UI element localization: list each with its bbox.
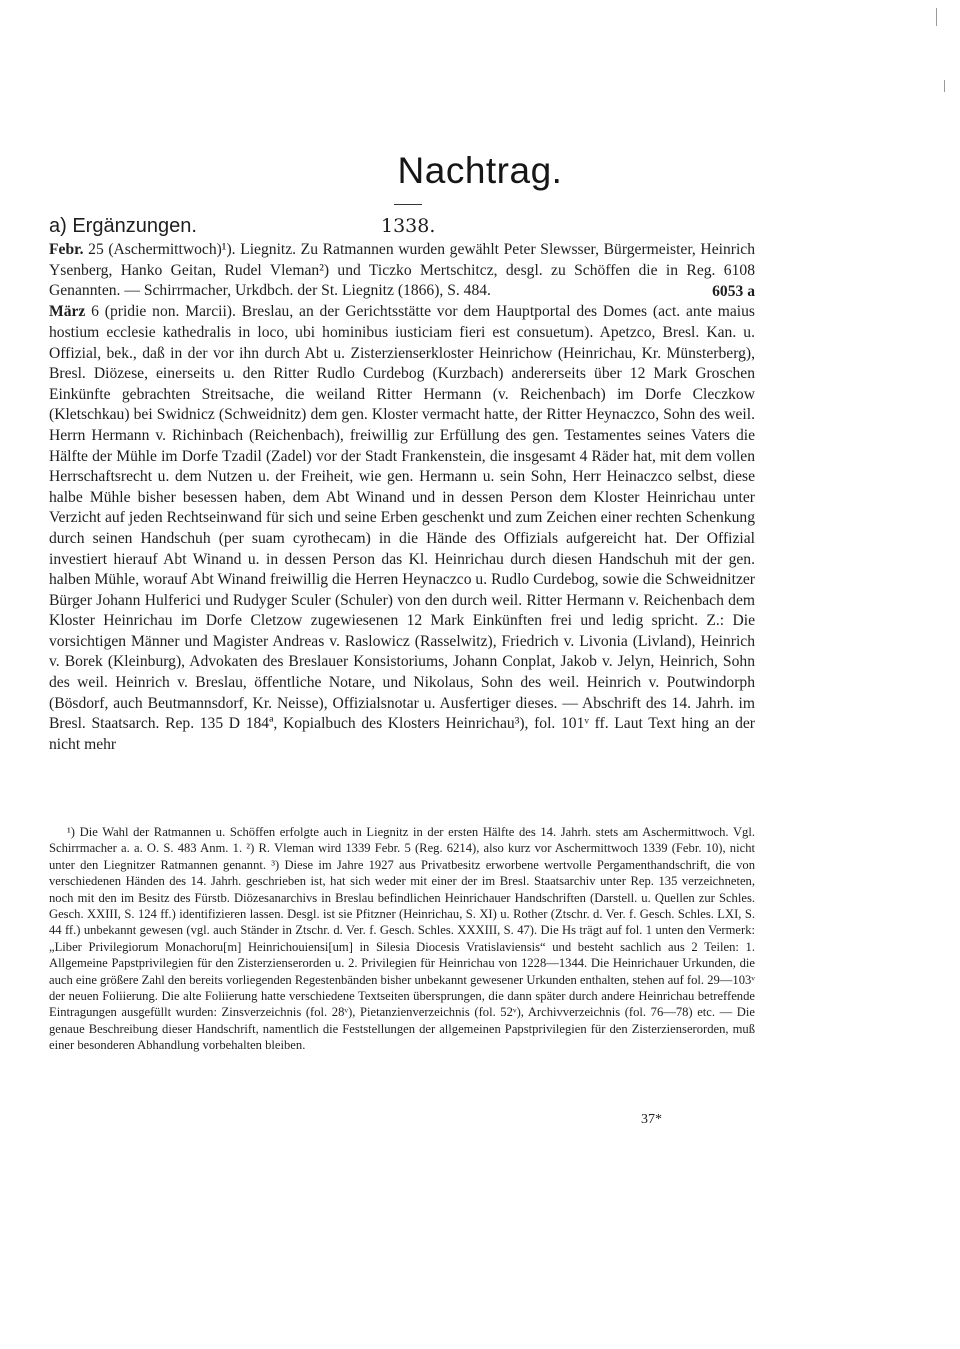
section-heading (49, 214, 759, 238)
footnote-block: ¹) Die Wahl der Ratmannen u. Schöffen erfolgte auch in Liegnitz in der ersten Hälfte des 14. Jahrh. stets am Aschermittwoch. Vgl. Schirrmacher a. a. O. S. 483 Anm. 1. ²) R. Vleman wird 1339 Febr. 5 (Reg. 6214), also kurz vor Aschermittwoch 1339 (Febr. 10), nicht unter den Liegnitzer Ratmannen genannt. ³) Diese im Jahre 1927 aus Privatbesitz erworbene wertvolle Pergamenthandschrift, die von verschiedenen Händen des 14. Jahrh. geschrieben ist, hat sich weder mit einer der im Bresl. Staatsarchiv unter Rep. 135 verzeichneten, noch mit den im Besitz des Fürstb. Diözesanarchivs in Breslau befindlichen Heinrichauer Handschriften (Darstell. u. Quellen zur Schles. Gesch. XXIII, S. 124 ff.) identifizieren lassen. Desgl. ist sie Pfitzner (Heinrichau, S. XI) u. Rother (Ztschr. d. Ver. f. Gesch. Schles. LXI, S. 44 ff.) unbekannt gewesen (vgl. auch Ständer in Ztschr. d. Ver. f. Gesch. Schles. XXXIII, S. 47). Die Hs trägt auf fol. 1 unten den Vermerk: „Liber Privilegiorum Monachoru[m] Heinrichouiensi[um] in Silesia Diocesis Vratislaviensis“ und besteht sachlich aus 2 Teilen: 1. Allgemeine Papstprivilegien für den Zisterzienserorden u. 2. Privilegien für Heinrichau von 1228—1344. Die Heinrichauer Urkunden, die auch eine größere Zahl den bereits vorliegenden Regestenbänden bisher unbekannt gewesener Urkunden enthalten, stehen auf fol. 29—103ᵛ der neuen Foliierung. Die alte Foliierung hatte verschiedene Textseiten übersprungen, die dann später durch andere Heinrichau betreffende Eintragungen ausgefüllt wurden: Zinsverzeichnis (fol. 28ᵛ), Pietanzienverzeichnis (fol. 52ᵛ), Archivverzeichnis (fol. 76—78) etc. — Die genaue Beschreibung dieser Handschrift, namentlich die Feststellungen der allgemeinen Papstprivilegien für den Zisterzienserorden, muß einer besonderen Abhandlung vorbehalten bleiben. (49, 825, 755, 1053)
section-label: a) Ergänzungen. (49, 215, 197, 237)
footnotes (49, 824, 755, 1054)
section-year: 1338. (381, 215, 436, 237)
scan-speck (944, 80, 945, 92)
entry-febr-lead: Febr. (49, 241, 84, 258)
entry-febr (49, 240, 755, 302)
title-rule (394, 204, 422, 205)
page-title: Nachtrag. (397, 150, 563, 191)
entry-maerz-lead: März (49, 303, 86, 321)
entry-maerz (49, 302, 755, 755)
entry-febr-text: 25 (Aschermittwoch)¹). Liegnitz. Zu Ratmannen wurden gewählt Peter Slewsser, Bürgermeister, Heinrich Ysenberg, Hanko Geitan, Rudel Vleman²) und Ticzko Mertschitcz, desgl. zu Schöffen die in Reg. 6108 Genannten. — Schirrmacher, Urkdbch. der St. Liegnitz (1866), S. 484. (49, 241, 755, 300)
page-number: 37* (641, 1112, 662, 1127)
entry-maerz-text: 6 (pridie non. Marcii). Breslau, an der Gerichtsstätte vor dem Hauptportal des Domes (act. ante maius hostium ecclesie kathedralis in loco, ubi hominibus iusticiam fieri est consuetum). Apetzco, Bresl. Kan. u. Offizial, bek., daß in der vor ihn durch Abt u. Zisterzienserkloster Heinrichow (Heinrichau, Kr. Münsterberg), Bresl. Diözese, einerseits u. den Ritter Rudlo Curdebog (Kurzbach) andererseits über 12 Mark Groschen Einkünfte gebrachten Streitsache, die weiland Ritter Hermann (v. Reichenbach) im Dorfe Cleczkow (Kletschkau) bei Swidnicz (Schweidnitz) dem gen. Kloster vermacht hatte, der Ritter Heynaczco, Sohn des weil. Herrn Hermann v. Richinbach (Reichenbach), freiwillig zur Erfüllung des gen. Testamentes seines Vaters die Hälfte der Mühle im Dorfe Tzadil (Zadel) vor der Stadt Frankenstein, die insgesamt 4 Räder hat, mit dem vollen Herrschaftsrecht u. dem Nutzen u. der Freiheit, wie gen. Hermann u. sein Sohn, Herr Heinaczco selbst, diese halbe Mühle bisher besessen haben, dem Abt Winand und in dessen Person dem Kloster Heinrichau unter Verzicht auf jeden Rechtseinwand für sich und seine Erben geschenkt und zum Zeichen einer rechten Schenkung durch seinen Handschuh (per suam cyrothecam) in die Hände des Offizials aufgereicht hat. Der Offizial investiert hierauf Abt Winand u. in dessen Person das Kl. Heinrichau durch diesen Handschuh mit der gen. halben Mühle, worauf Abt Winand freiwillig die Herren Heynaczco u. Rudlo Curdebog, sowie die Schweidnitzer Bürger Johann Hulferici und Rudyger Sculer (Schuler) von den durch weil. Ritter Hermann v. Reichenbach dem Kloster Heinrichau im Dorfe Cletzow zugewiesenen 12 Mark Einkünften frei und ledig spricht. Z.: Die vorsichtigen Männer und Magister Andreas v. Raslowicz (Rasselwitz), Friedrich v. Livonia (Livland), Heinrich v. Borek (Kleinburg), Advokaten des Breslauer Konsistoriums, Johann Conplat, Jakob v. Jelyn, Heinrich, Sohn des weil. Heinrich v. Breslau, öffentliche Notare, und Nikolaus, Sohn des weil. Heinrich v. Poutwindorph (Bösdorf, auch Beutmannsdorf, Kr. Neisse), Offizialsnotar u. Ausfertiger dieses. — Abschrift des 14. Jahrh. im Bresl. Staatsarch. Rep. 135 D 184ª, Kopialbuch des Klosters Heinrichau³), fol. 101ᵛ ff. Laut Text hing an der nicht mehr (49, 303, 755, 753)
main-text (49, 240, 755, 755)
entry-number: 6053 a (712, 282, 755, 300)
scan-speck (936, 8, 937, 26)
